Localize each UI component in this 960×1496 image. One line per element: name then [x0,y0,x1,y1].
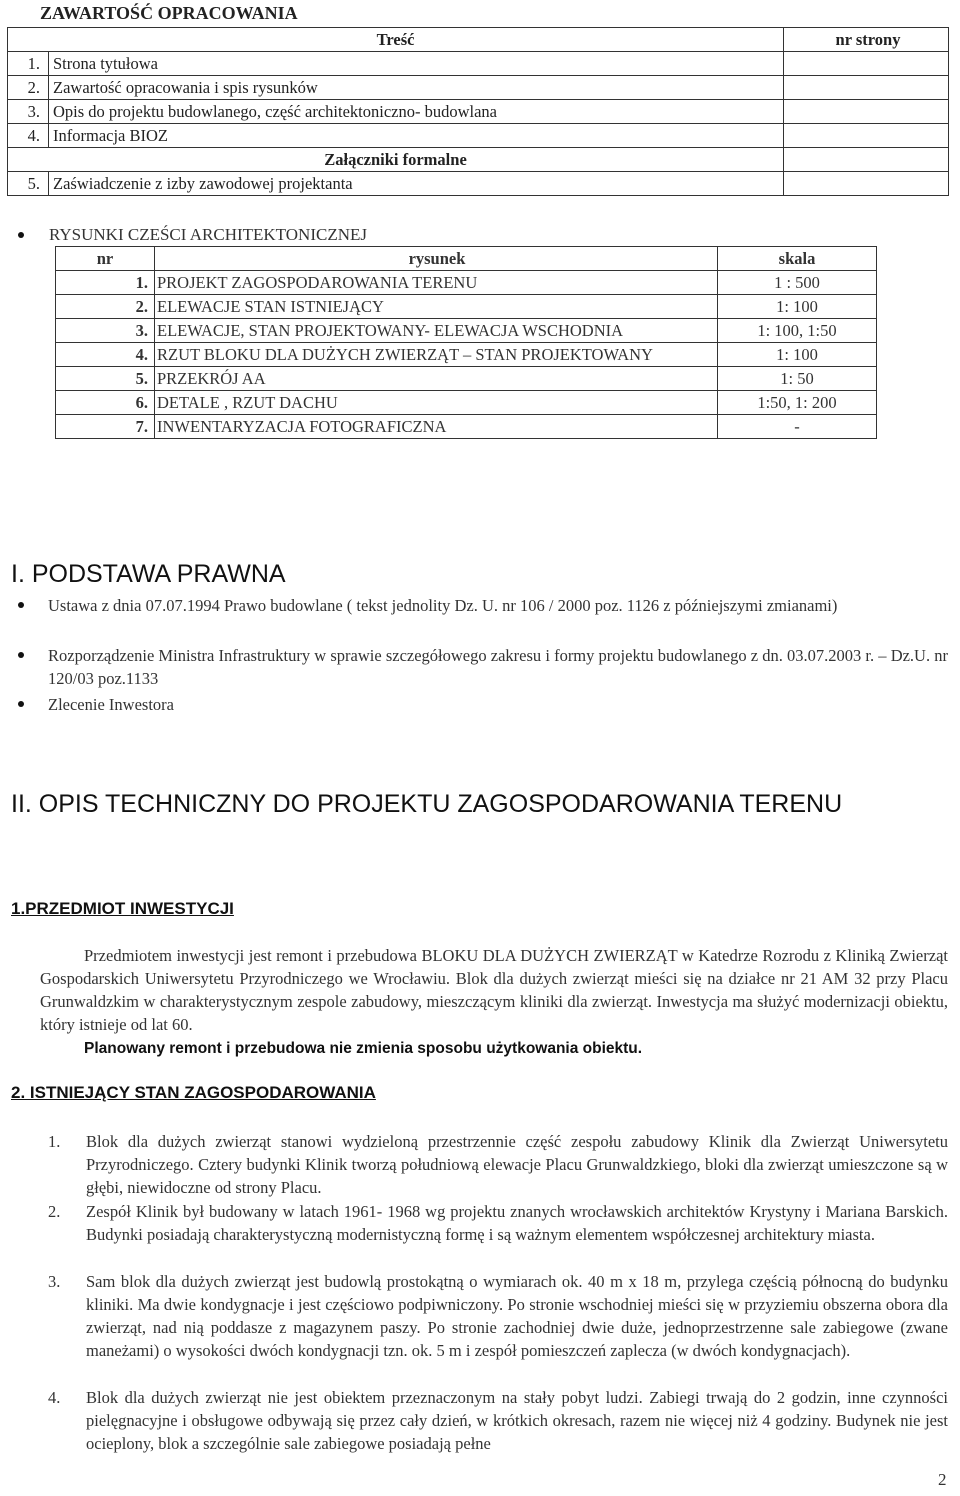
toc-page-cell [784,76,949,100]
drawing-nr: 1. [56,271,155,295]
bullet-icon [18,652,24,658]
table-row [8,100,949,124]
table-row [8,52,949,76]
drawing-scale: 1:50, 1: 200 [718,391,877,415]
toc-page-cell [784,124,949,148]
list-item: Blok dla dużych zwierząt nie jest obiektem przeznaczonym na stały pobyt ludzi. Zabiegi trwają do 2 godzin, inne czynności pielęgnacyjne i obsługowe odbywają się przez cały dzień, w krótkich okresach, razem nie więcej niż 4 godziny. Budynek nie jest ocieplony, blok a szczególnie sale zabiegowe posiadają pełne [86,1388,948,1453]
list-item-number: 2. [48,1202,61,1221]
drawing-nr: 5. [56,367,155,391]
toc-text: Zawartość opracowania i spis rysunków [49,76,784,100]
drawings-table [55,246,877,439]
table-row [8,172,949,196]
list-item-number: 1. [48,1132,61,1151]
toc-page-cell [784,172,949,196]
toc-page-cell [784,148,949,172]
bullet-icon [18,232,24,238]
col-scale-header: skala [718,247,877,271]
subsection-2-heading: 2. ISTNIEJĄCY STAN ZAGOSPODAROWANIA [11,1083,376,1102]
drawing-scale: 1: 100 [718,343,877,367]
toc-header-content: Treść [8,28,784,52]
toc-text: Informacja BIOZ [49,124,784,148]
table-row [56,367,877,391]
col-drawing-header: rysunek [155,247,718,271]
drawing-nr: 3. [56,319,155,343]
table-row [56,391,877,415]
drawing-nr: 4. [56,343,155,367]
col-nr-header: nr [56,247,155,271]
drawing-title: PROJEKT ZAGOSPODAROWANIA TERENU [155,271,718,295]
toc-page-cell [784,100,949,124]
list-item: Zespół Klinik był budowany w latach 1961- 1968 wg projektu znanych wrocławskich architektów Krystyny i Mariana Barskich. Budynki posiadają charakterystyczną modernistyczną formę i są ważnym elementem współczesnej architektury miasta. [86,1202,948,1244]
list-item-number: 3. [48,1272,61,1291]
toc-title: ZAWARTOŚĆ OPRACOWANIA [40,3,298,23]
table-row [8,28,949,52]
investment-bold-sentence: Planowany remont i przebudowa nie zmienia sposobu użytkowania obiektu. [84,1040,643,1057]
bullet-icon [18,701,24,707]
toc-text: Opis do projektu budowlanego, część architektoniczno- budowlana [49,100,784,124]
section-1-heading: I. PODSTAWA PRAWNA [11,560,286,588]
drawing-scale: 1: 100 [718,295,877,319]
bullet-icon [18,602,24,608]
table-row [56,295,877,319]
drawing-nr: 6. [56,391,155,415]
legal-basis-item: Rozporządzenie Ministra Infrastruktury w sprawie szczegółowego zakresu i formy projektu budowlanego z dn. 03.07.2003 r. – Dz.U. nr 120/03 poz.1133 [48,646,948,688]
drawing-scale: 1: 50 [718,367,877,391]
legal-basis-item: Ustawa z dnia 07.07.1994 Prawo budowlane ( tekst jednolity Dz. U. nr 106 / 2000 poz. 1126 z późniejszymi zmianami) [48,596,838,615]
toc-table [7,27,949,196]
drawing-title: DETALE , RZUT DACHU [155,391,718,415]
list-item-number: 4. [48,1388,61,1407]
toc-num: 4. [8,124,49,148]
list-item: Sam blok dla dużych zwierząt jest budowlą prostokątną o wymiarach ok. 40 m x 18 m, przylega częścią północną do budynku kliniki. Ma dwie kondygnacje i jest częściowo podpiwniczony. Po stronie wschodniej mieści się w przyziemiu obszerna obora dla zwierząt, nad nią poddasze z magazynem paszy. Po stronie zachodniej dwie duże, jednoprzestrzenne sale zabiegowe (zwane maneżami) o wysokości dwóch kondygnacji tzn. ok. 5 m i zespół pomieszczeń zaplecza (w dwóch kondygnacjach). [86,1272,948,1360]
toc-num: 5. [8,172,49,196]
table-row [56,247,877,271]
drawing-title: ELEWACJE, STAN PROJEKTOWANY- ELEWACJA WSCHODNIA [155,319,718,343]
toc-num: 2. [8,76,49,100]
toc-page-cell [784,52,949,76]
arch-title: RYSUNKI CZEŚCI ARCHITEKTONICZNEJ [49,225,367,244]
investment-paragraph: Przedmiotem inwestycji jest remont i przebudowa BLOKU DLA DUŻYCH ZWIERZĄT w Katedrze Rozrodu z Kliniką Zwierząt Gospodarskich Uniwersytetu Przyrodniczego we Wrocławiu. Blok dla dużych zwierząt mieści się na działce nr 21 AM 32 przy Placu Grunwaldzkim w charakterystycznym zespole zabudowy, mieszczącym kliniki dla zwierząt. Inwestycja ma służyć modernizacji obiektu, który istnieje od lat 60. [40,946,948,1034]
toc-num: 3. [8,100,49,124]
drawing-nr: 7. [56,415,155,439]
drawing-nr: 2. [56,295,155,319]
toc-num: 1. [8,52,49,76]
table-row [56,319,877,343]
drawing-title: RZUT BLOKU DLA DUŻYCH ZWIERZĄT – STAN PROJEKTOWANY [155,343,718,367]
toc-attachments-header: Załączniki formalne [8,148,784,172]
toc-header-page: nr strony [784,28,949,52]
drawing-scale: 1 : 500 [718,271,877,295]
table-row [56,415,877,439]
table-row [8,124,949,148]
drawing-scale: 1: 100, 1:50 [718,319,877,343]
drawing-title: INWENTARYZACJA FOTOGRAFICZNA [155,415,718,439]
list-item: Blok dla dużych zwierząt stanowi wydzieloną przestrzennie część zespołu zabudowy Klinik dla Zwierząt Uniwersytetu Przyrodniczego. Cztery budynki Klinik tworzą południową elewacje Placu Grunwaldzkiego, bloki dla zwierząt umieszczone są w głębi, niewidoczne od strony Placu. [86,1132,948,1197]
table-row [8,76,949,100]
table-row [56,271,877,295]
table-row [56,343,877,367]
page-number: 2 [938,1470,947,1489]
drawing-scale: - [718,415,877,439]
section-2-heading: II. OPIS TECHNICZNY DO PROJEKTU ZAGOSPODAROWANIA TERENU [11,790,843,818]
drawing-title: ELEWACJE STAN ISTNIEJĄCY [155,295,718,319]
table-row [8,148,949,172]
toc-text: Zaświadczenie z izby zawodowej projektanta [49,172,784,196]
subsection-1-heading: 1.PRZEDMIOT INWESTYCJI [11,899,234,918]
drawing-title: PRZEKRÓJ AA [155,367,718,391]
toc-text: Strona tytułowa [49,52,784,76]
legal-basis-item: Zlecenie Inwestora [48,695,174,714]
